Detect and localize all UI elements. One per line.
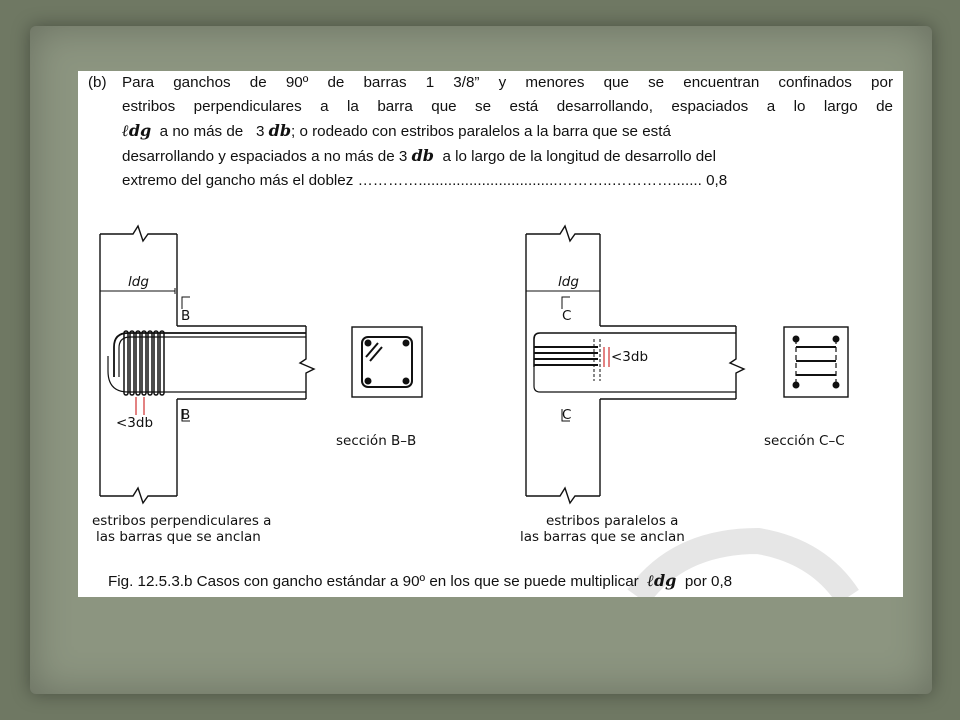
caption-ldg-symbol: ℓdg xyxy=(647,571,677,590)
left-spacing-label: <3db xyxy=(116,415,154,431)
right-sec-bottom-label: C xyxy=(562,407,572,423)
slide-page xyxy=(78,71,903,597)
right-ldg-label: ldg xyxy=(558,274,579,290)
left-sec-top-label: B xyxy=(181,308,191,324)
db-symbol-2: db xyxy=(411,146,434,165)
text-line-3: ℓdg a no más de 3 db; o rodeado con estribos paralelos a la barra que se está xyxy=(122,121,671,140)
left-note-line2: las barras que se anclan xyxy=(96,529,261,545)
section-b-b-label: sección B–B xyxy=(336,433,417,449)
section-c-c xyxy=(784,327,848,397)
right-column-top-break xyxy=(526,226,600,241)
item-label: (b) xyxy=(88,74,107,91)
text-line-5: extremo del gancho más el doblez ………….................................………..…………....... 0,8 xyxy=(122,172,728,189)
right-spacing-label: <3db xyxy=(611,349,649,365)
text-line-4: desarrollando y espaciados a no más de 3 db a lo largo de la longitud de desarrollo del xyxy=(122,146,716,165)
left-column-top-break xyxy=(100,226,177,241)
left-sec-bottom-label: B xyxy=(181,407,191,423)
left-note-line1: estribos perpendiculares a xyxy=(92,513,272,529)
ldg-symbol: ℓdg xyxy=(122,121,152,140)
right-beam-break xyxy=(730,326,744,399)
left-detail xyxy=(100,226,314,503)
right-bar-2 xyxy=(534,367,736,392)
right-column-bottom-break xyxy=(526,488,600,503)
left-column-bottom-break xyxy=(100,488,177,503)
left-bottom-bar xyxy=(108,356,306,392)
right-note-line2: las barras que se anclan xyxy=(520,529,685,545)
db-symbol: db xyxy=(268,121,291,140)
left-top-bar-2 xyxy=(119,337,306,377)
left-ldg-label: ldg xyxy=(128,274,149,290)
text-line-1: (b) Para ganchos de 90º de barras 1 3/8” y menores que se encuentran confinados por xyxy=(88,71,893,95)
figure-caption: Fig. 12.5.3.b Casos con gancho estándar a 90º en los que se puede multiplicar ℓdg por 0,8 xyxy=(108,571,733,590)
section-b-b xyxy=(352,327,422,397)
right-stirrups xyxy=(534,339,600,381)
right-note-line1: estribos paralelos a xyxy=(546,513,679,529)
right-spacing-marks xyxy=(604,347,609,367)
text-line-2: estribos perpendiculares a la barra que se está desarrollando, espaciados a lo largo de xyxy=(122,98,893,115)
section-c-c-label: sección C–C xyxy=(764,433,845,449)
detail-drawing xyxy=(78,71,903,597)
left-top-bar xyxy=(114,333,306,377)
left-spacing-marks xyxy=(136,397,144,415)
left-stirrups xyxy=(124,331,164,395)
right-sec-top-label: C xyxy=(562,308,572,324)
